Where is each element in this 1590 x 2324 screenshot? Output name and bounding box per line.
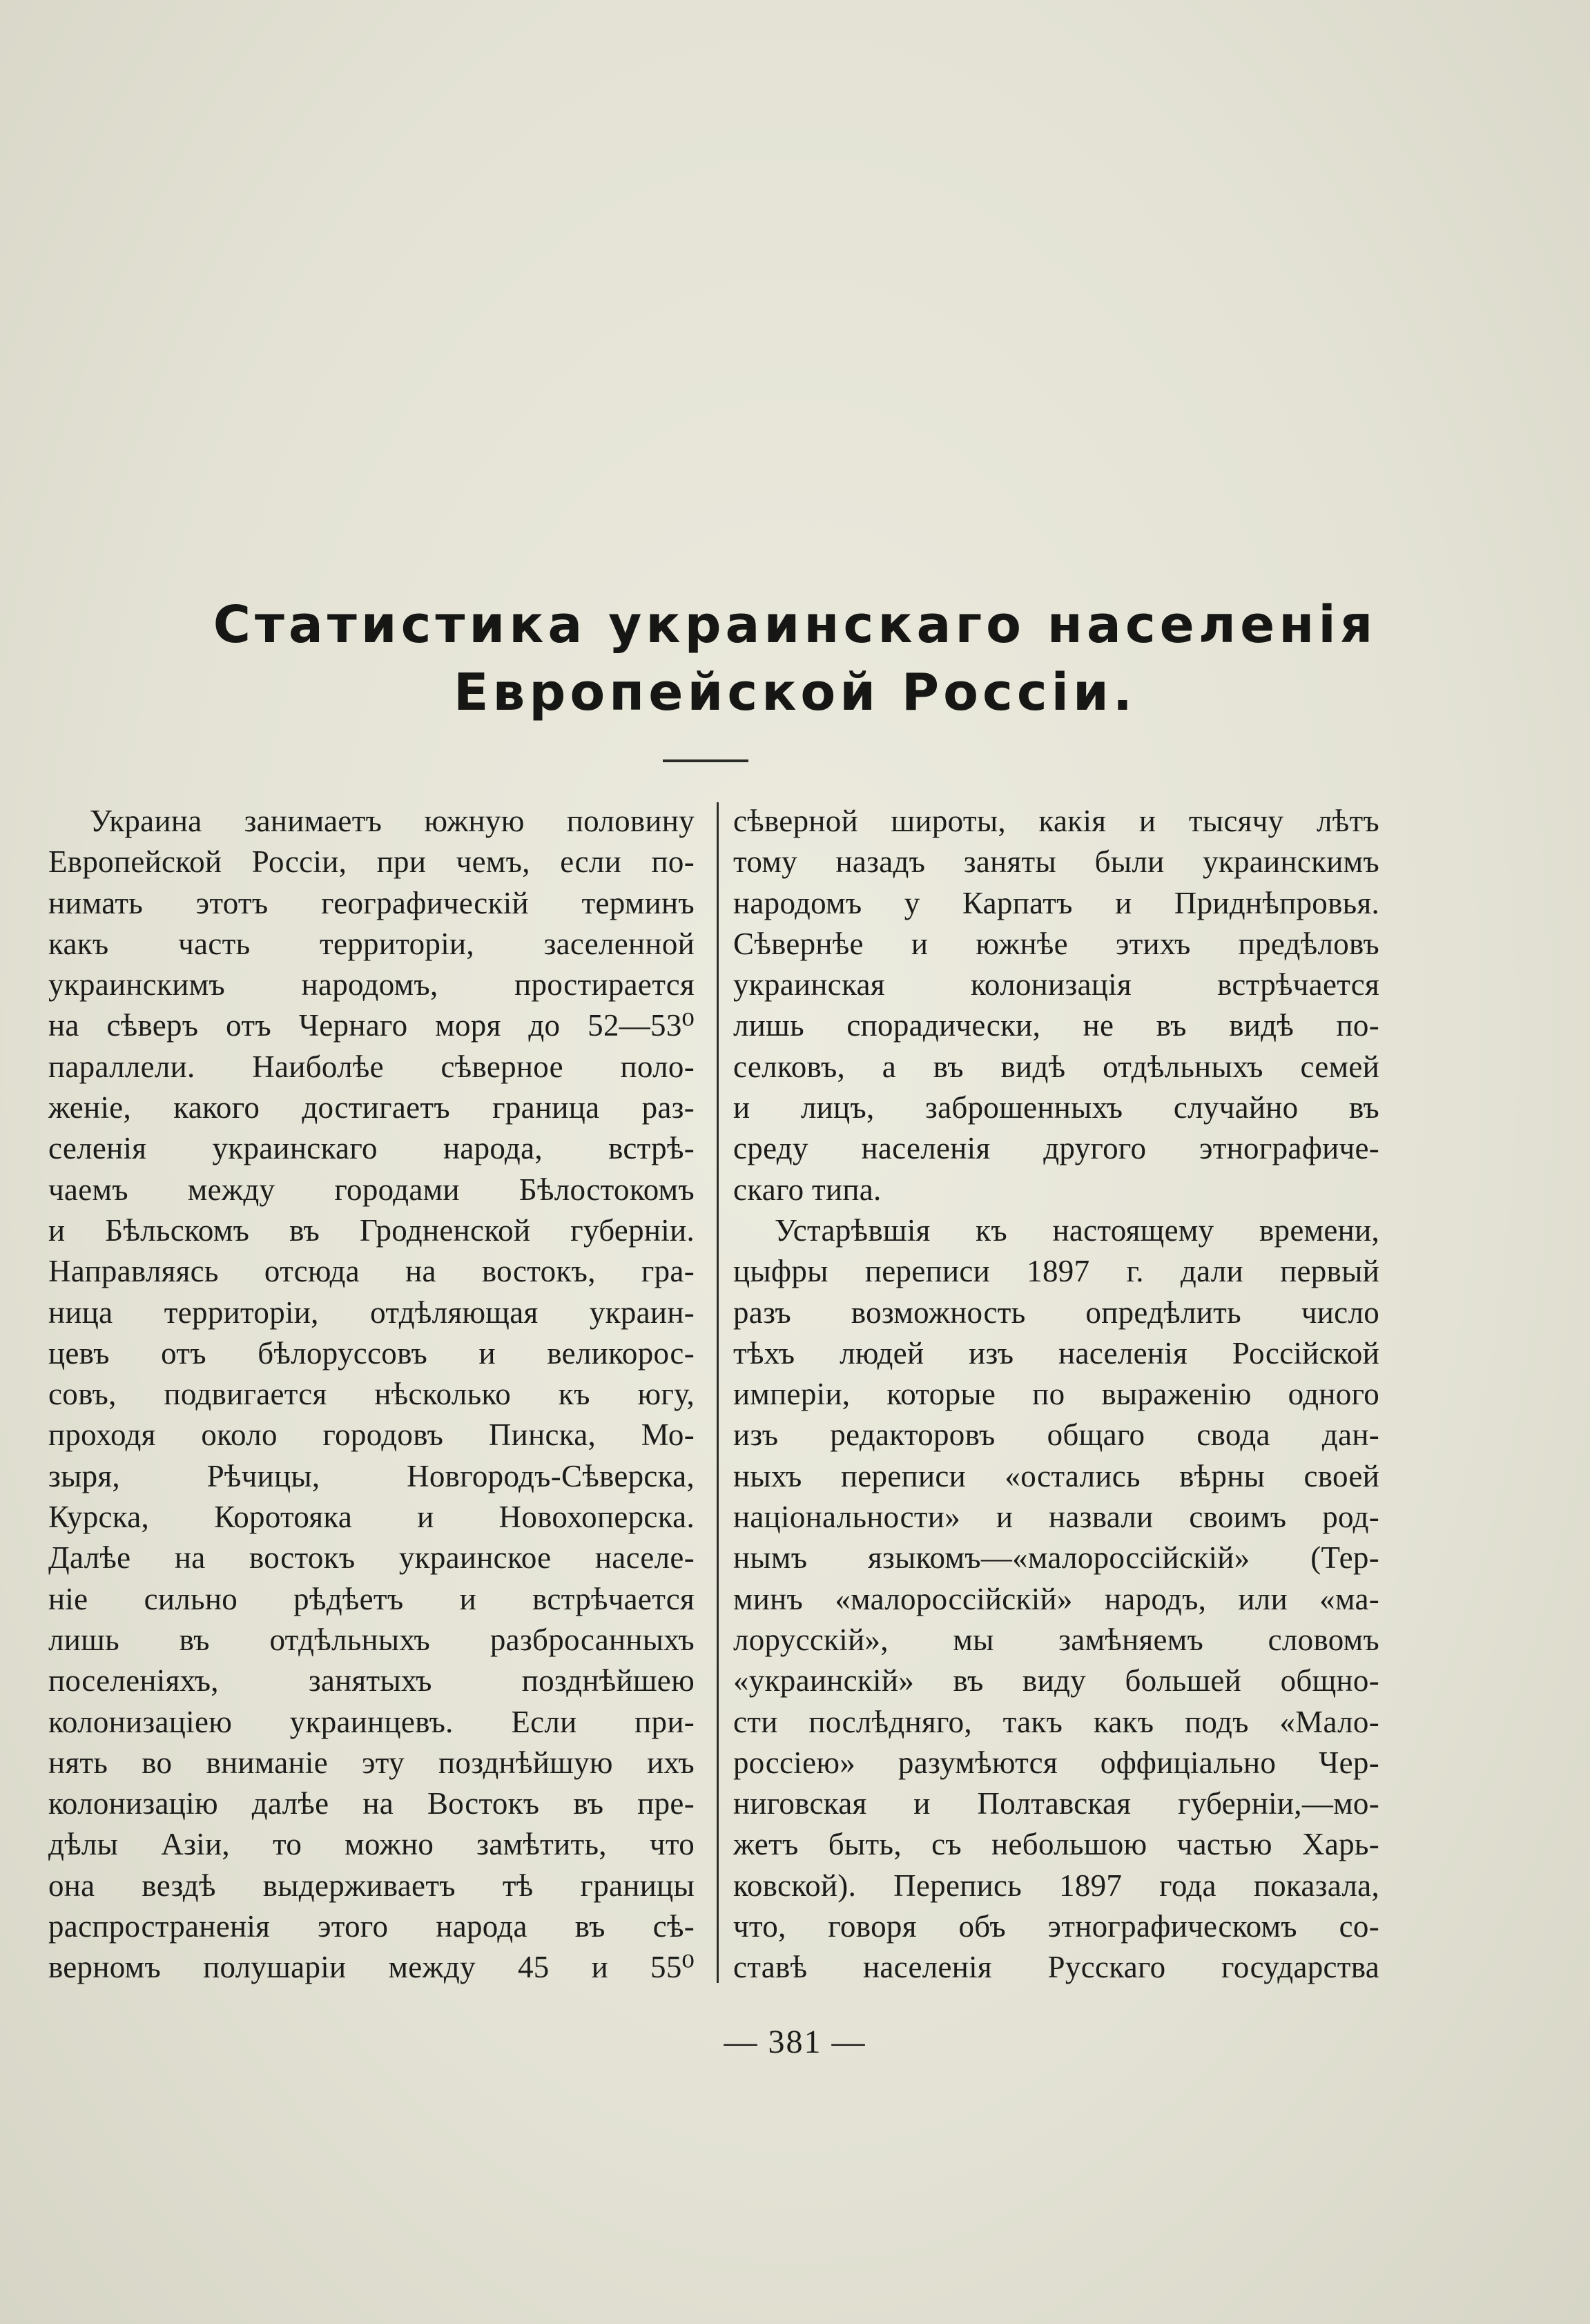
text-line: параллели. Наиболѣе сѣверное поло- <box>48 1049 695 1084</box>
text-line: нымъ языкомъ—«малороссійскій» (Тер- <box>733 1540 1379 1576</box>
column-divider <box>717 802 719 1983</box>
text-line: чаемъ между городами Бѣлостокомъ <box>48 1172 695 1207</box>
text-line: ставѣ населенія Русскаго государства <box>733 1950 1379 1985</box>
text-line: женіе, какого достигаетъ граница раз- <box>48 1090 695 1125</box>
text-line: совъ, подвигается нѣсколько къ югу, <box>48 1377 695 1412</box>
text-line: скаго типа. <box>733 1172 882 1207</box>
title-rule-divider <box>663 759 748 762</box>
text-line: верномъ полушаріи между 45 и 55⁰ <box>48 1950 695 1985</box>
text-line: «украинскій» въ виду большей общно- <box>733 1663 1379 1698</box>
article-title-line-2: Европейской Россіи. <box>453 663 1137 722</box>
text-line: лорусскій», мы замѣняемъ словомъ <box>733 1622 1379 1657</box>
text-line: что, говоря объ этнографическомъ со- <box>733 1909 1379 1944</box>
text-line: ковской). Перепись 1897 года показала, <box>733 1868 1379 1903</box>
text-line: ныхъ переписи «остались вѣрны своей <box>733 1458 1379 1493</box>
text-line: тѣхъ людей изъ населенія Россійской <box>733 1335 1379 1371</box>
text-line: Курска, Коротояка и Новохоперска. <box>48 1500 695 1535</box>
text-line: цевъ отъ бѣлоруссовъ и великорос- <box>48 1335 695 1371</box>
text-line: нять во вниманіе эту позднѣйшую ихъ <box>48 1745 695 1780</box>
text-line: россіею» разумѣются оффиціально Чер- <box>733 1745 1379 1780</box>
text-line: имперіи, которые по выраженію одного <box>733 1377 1379 1412</box>
text-line: селковъ, а въ видѣ отдѣльныхъ семей <box>733 1049 1379 1084</box>
text-line: лишь спорадически, не въ видѣ по- <box>733 1008 1379 1043</box>
text-line: украинскимъ народомъ, простирается <box>48 967 695 1003</box>
text-line: и лицъ, заброшенныхъ случайно въ <box>733 1090 1379 1125</box>
text-line: тому назадъ заняты были украинскимъ <box>733 844 1379 880</box>
text-line: распространенія этого народа въ сѣ- <box>48 1909 695 1944</box>
text-line: разъ возможность опредѣлить число <box>733 1295 1379 1330</box>
text-line: ніе сильно рѣдѣетъ и встрѣчается <box>48 1581 695 1616</box>
text-line: зыря, Рѣчицы, Новгородъ-Сѣверска, <box>48 1458 695 1493</box>
text-line: и Бѣльскомъ въ Гродненской губерніи. <box>48 1212 695 1248</box>
text-line: нимать этотъ географическій терминъ <box>48 885 695 920</box>
text-line: лишь въ отдѣльныхъ разбросанныхъ <box>48 1622 695 1657</box>
text-line: поселеніяхъ, занятыхъ позднѣйшею <box>48 1663 695 1698</box>
text-column-right <box>733 801 1379 1988</box>
text-line: Направляясь отсюда на востокъ, гра- <box>48 1254 695 1289</box>
text-line: Устарѣвшія къ настоящему времени, <box>775 1212 1379 1248</box>
text-line: изъ редакторовъ общаго свода дан- <box>733 1417 1379 1453</box>
text-line: украинская колонизація встрѣчается <box>733 967 1379 1003</box>
text-column-left <box>48 801 695 1988</box>
text-line: колонизацію далѣе на Востокъ въ пре- <box>48 1786 695 1821</box>
text-line: народомъ у Карпатъ и Приднѣпровья. <box>733 885 1379 920</box>
text-line: на сѣверъ отъ Чернаго моря до 52—53⁰ <box>48 1008 695 1043</box>
text-line: національности» и назвали своимъ род- <box>733 1500 1379 1535</box>
text-line: жетъ быть, съ небольшою частью Харь- <box>733 1827 1379 1862</box>
text-line: проходя около городовъ Пинска, Мо- <box>48 1417 695 1453</box>
text-line: среду населенія другого этнографиче- <box>733 1131 1379 1166</box>
text-line: селенія украинскаго народа, встрѣ- <box>48 1131 695 1166</box>
text-line: ниговская и Полтавская губерніи,—мо- <box>733 1786 1379 1821</box>
text-line: Далѣе на востокъ украинское населе- <box>48 1540 695 1576</box>
text-line: цыфры переписи 1897 г. дали первый <box>733 1254 1379 1289</box>
text-line: какъ часть территоріи, заселенной <box>48 926 695 961</box>
article-title-line-1: Статистика украинскаго населенія <box>213 595 1377 655</box>
text-line: сти послѣдняго, такъ какъ подъ «Мало- <box>733 1704 1379 1739</box>
text-line: минъ «малороссійскій» народъ, или «ма- <box>733 1581 1379 1616</box>
text-line: Украина занимаетъ южную половину <box>90 804 695 838</box>
text-line: Европейской Россіи, при чемъ, если по- <box>48 844 695 880</box>
text-line: колонизаціею украинцевъ. Если при- <box>48 1704 695 1739</box>
text-line: она вездѣ выдерживаетъ тѣ границы <box>48 1868 695 1903</box>
text-line: дѣлы Азіи, то можно замѣтить, что <box>48 1827 695 1862</box>
text-line: сѣверной широты, какія и тысячу лѣтъ <box>733 804 1379 838</box>
text-line: ница территоріи, отдѣляющая украин- <box>48 1295 695 1330</box>
text-line: Сѣвернѣе и южнѣе этихъ предѣловъ <box>733 926 1379 961</box>
page-number: — 381 — <box>724 2024 866 2060</box>
